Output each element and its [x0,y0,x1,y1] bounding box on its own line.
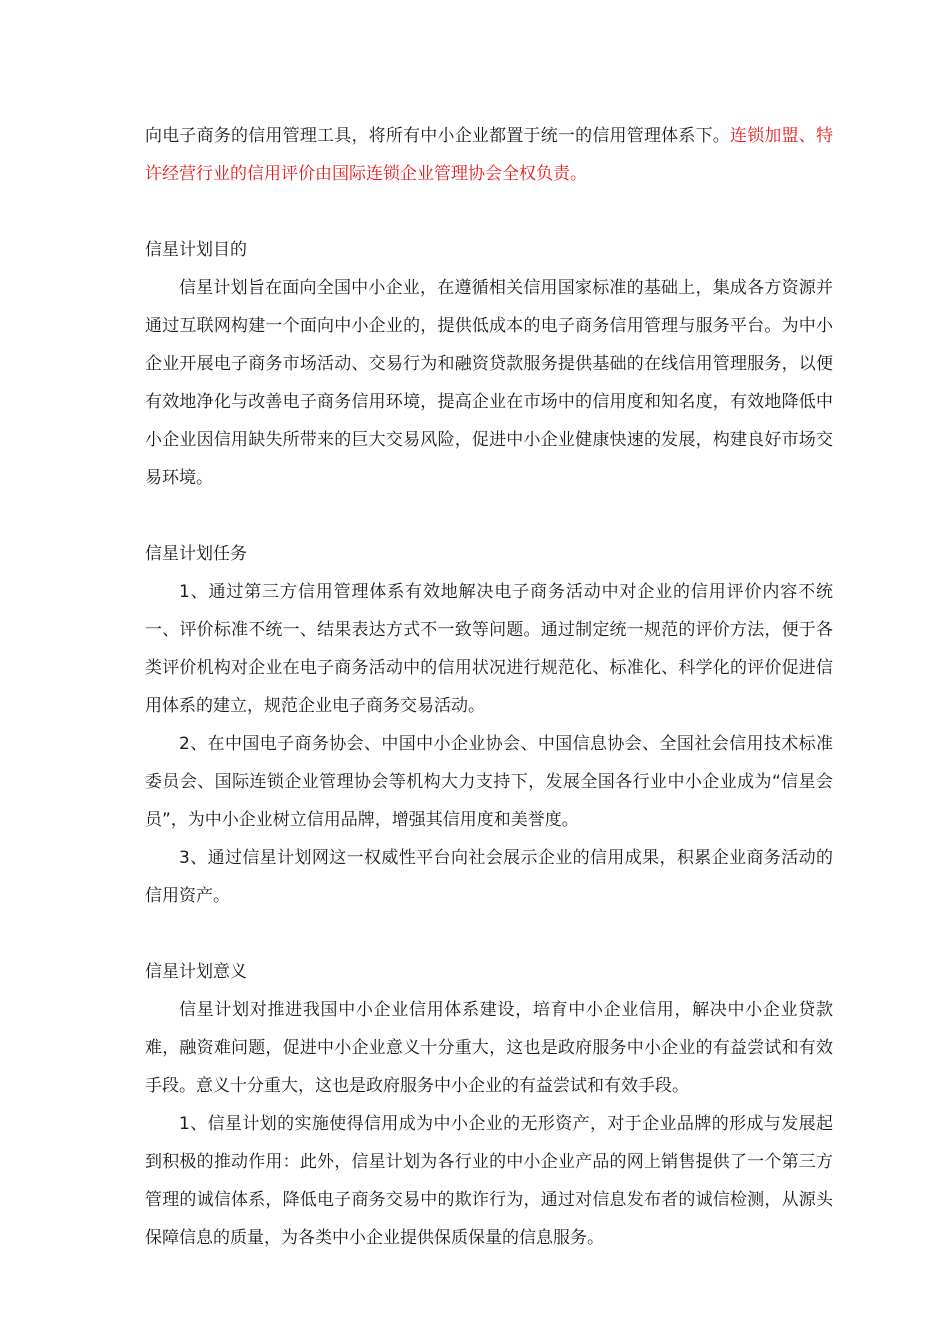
significance-item-1: 1、信星计划的实施使得信用成为中小企业的无形资产，对于企业品牌的形成与发展起到积极的推动作用：此外，信星计划为各行业的中小企业产品的网上销售提供了一个第三方管理的诚信体系，降低电子商务交易中的欺诈行为，通过对信息发布者的诚信检测，从源头保障信息的质量，为各类中小企业提供保质保量的信息服务。 [145,1114,833,1248]
task-item-1: 1、通过第三方信用管理体系有效地解决电子商务活动中对企业的信用评价内容不统一、评价标准不统一、结果表达方式不一致等问题。通过制定统一规范的评价方法，便于各类评价机构对企业在电子商务活动中的信用状况进行规范化、标准化、科学化的评价促进信用体系的建立，规范企业电子商务交易活动。 [145,582,833,716]
purpose-body: 信星计划旨在面向全国中小企业，在遵循相关信用国家标准的基础上，集成各方资源并通过互联网构建一个面向中小企业的，提供低成本的电子商务信用管理与服务平台。为中小企业开展电子商务市场活动、交易行为和融资贷款服务提供基础的在线信用管理服务，以便有效地净化与改善电子商务信用环境，提高企业在市场中的信用度和知名度，有效地降低中小企业因信用缺失所带来的巨大交易风险，促进中小企业健康快速的发展，构建良好市场交易环境。 [145,278,833,488]
document-page [145,117,833,1257]
tasks-heading: 信星计划任务 [145,544,247,564]
task-item-3: 3、通过信星计划网这一权威性平台向社会展示企业的信用成果，积累企业商务活动的信用资产。 [145,848,833,906]
intro-text: 向电子商务的信用管理工具，将所有中小企业都置于统一的信用管理体系下。 [145,126,730,146]
purpose-heading: 信星计划目的 [145,240,247,260]
significance-heading: 信星计划意义 [145,962,247,982]
intro-paragraph [145,117,833,193]
significance-body: 信星计划对推进我国中小企业信用体系建设，培育中小企业信用，解决中小企业贷款难，融资难问题，促进中小企业意义十分重大，这也是政府服务中小企业的有益尝试和有效手段。意义十分重大，这也是政府服务中小企业的有益尝试和有效手段。 [145,1000,833,1096]
intro-highlight: 连锁加盟、特许经营行业的信用评价由国际连锁企业管理协会全权负责。 [145,126,834,184]
task-item-2: 2、在中国电子商务协会、中国中小企业协会、中国信息协会、全国社会信用技术标准委员会、国际连锁企业管理协会等机构大力支持下，发展全国各行业中小企业成为“信星会员”，为中小企业树立信用品牌，增强其信用度和美誉度。 [145,734,833,830]
